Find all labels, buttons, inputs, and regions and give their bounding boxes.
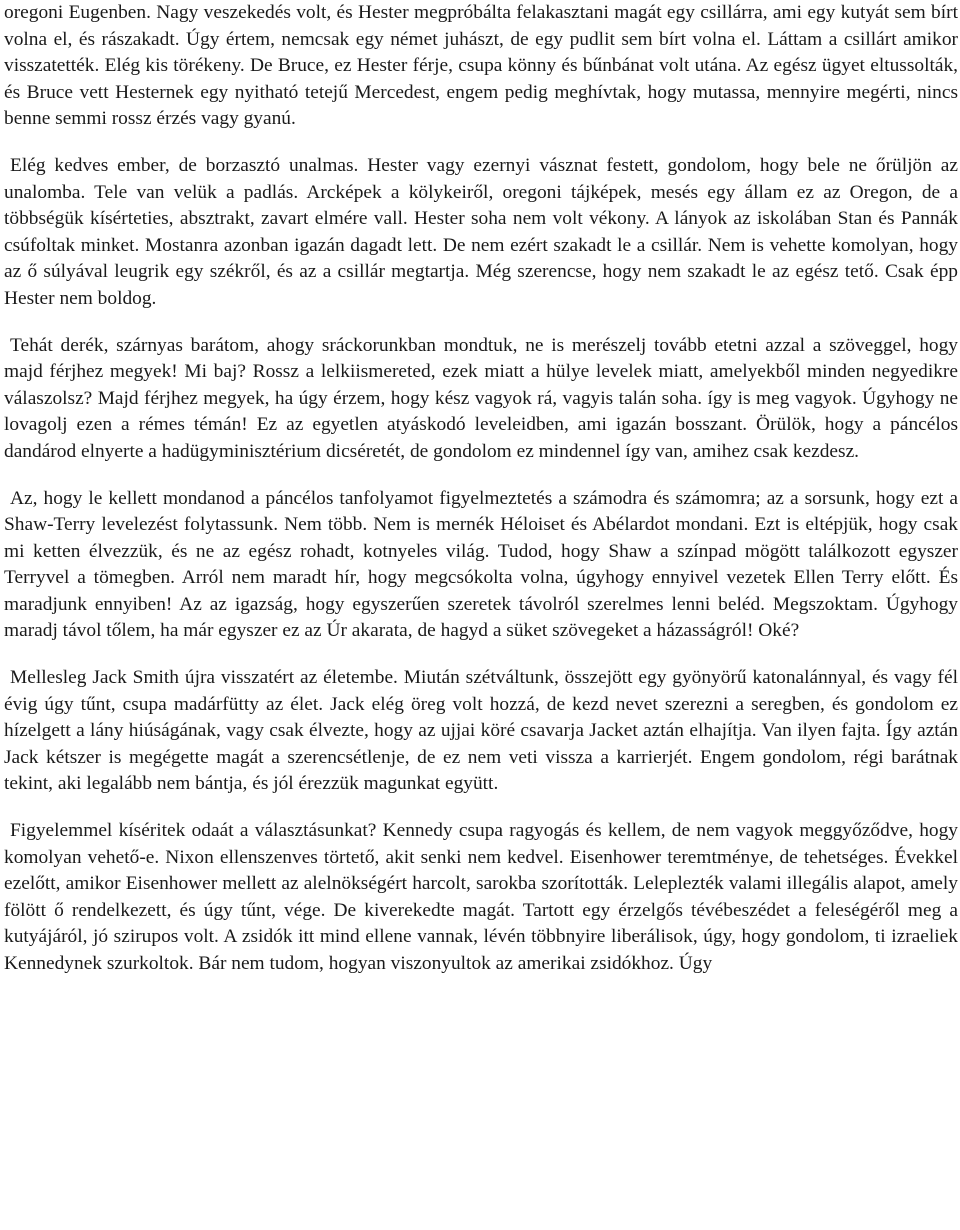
paragraph-5: Mellesleg Jack Smith újra visszatért az életembe. Miután szétváltunk, összejött egy gyönyörű katonalánnyal, és vagy fél évig úgy tűnt, csupa madárfütty az élet. Jack elég öreg volt hozzá, de kezd nevet szerezni a seregben, és gondolom ez hízelgett a lány hiúságának, vagy csak élvezte, hogy az ujjai köré csavarja Jacket aztán elhajítja. Van ilyen fajta. Így aztán Jack kétszer is megégette magát a szerencsétlenje, de ez nem veti vissza a karrierjét. Engem gondolom, régi barátnak tekint, aki legalább nem bántja, és jól érezzük magunkat együtt. bbox=[4, 667, 958, 795]
paragraph-3: Tehát derék, szárnyas barátom, ahogy sráckorunkban mondtuk, ne is merészelj tovább etetni azzal a szöveggel, hogy majd férjhez megyek! Mi baj? Rossz a lelkiismereted, ezek miatt a hülye levelek miatt, amelyekből minden negyedikre válaszolsz? Majd férjhez megyek, ha úgy érzem, hogy kész vagyok rá, vagyis talán soha. így is meg vagyok. Úgyhogy ne lovagolj ezen a rémes témán! Ez az egyetlen atyáskodó leveleidben, ami igazán bosszant. Örülök, hogy a páncélos dandárod elnyerte a hadügyminisztérium dicséretét, de gondolom ez mindennel így van, amihez csak kezdesz. bbox=[4, 334, 958, 462]
paragraph-2: Elég kedves ember, de borzasztó unalmas. Hester vagy ezernyi vásznat festett, gondolom, hogy bele ne őrüljön az unalomba. Tele van velük a padlás. Arcképek a kölykeiről, oregoni tájképek, mesés egy állam ez az Oregon, de a többségük kísérteties, absztrakt, zavart elmére vall. Hester soha nem volt vékony. A lányok az iskolában Stan és Pannák csúfoltak minket. Mostanra azonban igazán dagadt lett. De nem ezért szakadt le a csillár. Nem is vehette komolyan, hogy az ő súlyával leugrik egy székről, és az a csillár megtartja. Még szerencse, hogy nem szakadt le az egész tető. Csak épp Hester nem boldog. bbox=[4, 154, 958, 309]
paragraph-6: Figyelemmel kíséritek odaát a választásunkat? Kennedy csupa ragyogás és kellem, de nem vagyok meggyőződve, hogy komolyan vehető-e. Nixon ellenszenves törtető, akit senki nem kedvel. Eisenhower teremtménye, de tehetséges. Évekkel ezelőtt, amikor Eisenhower mellett az alelnökségért harcolt, sarokba szorították. Leleplezték valami illegális alapot, amely fölött ő rendelkezett, és úgy tűnt, vége. De kiverekedte magát. Tartott egy érzelgős tévébeszédet a feleségéről meg a kutyájáról, jó szirupos volt. A zsidók itt mind ellene vannak, lévén többnyire liberálisok, úgy, hogy gondolom, ti izraeliek Kennedynek szurkoltok. Bár nem tudom, hogyan viszonyultok az amerikai zsidókhoz. Úgy bbox=[4, 820, 958, 974]
paragraph-1: oregoni Eugenben. Nagy veszekedés volt, és Hester megpróbálta felakasztani magát egy csillárra, ami egy kutyát sem bírt volna el, és rászakadt. Úgy értem, nemcsak egy német juhászt, de egy pudlit sem bírt volna el. Láttam a csillárt amikor visszatették. Elég kis törékeny. De Bruce, ez Hester férje, csupa könny és bűnbánat volt utána. Az egész ügyet eltussolták, és Bruce vett Hesternek egy nyitható tetejű Mercedest, engem pedig meghívtak, hogy mutassa, mennyire megérti, nincs benne semmi rossz érzés vagy gyanú. bbox=[4, 2, 958, 130]
document-page bbox=[4, 0, 958, 998]
paragraph-4: Az, hogy le kellett mondanod a páncélos tanfolyamot figyelmeztetés a számodra és számomra; az a sorsunk, hogy ezt a Shaw-Terry levelezést folytassunk. Nem több. Nem is mernék Héloiset és Abélardot mondani. Ezt is eltépjük, hogy csak mi ketten élvezzük, és ne az egész rohadt, kotnyeles világ. Tudod, hogy Shaw a színpad mögött találkozott egyszer Terryvel a tömegben. Arról nem maradt hír, hogy megcsókolta volna, úgyhogy ennyivel vezetek Ellen Terry előtt. És maradjunk ennyiben! Az az igazság, hogy egyszerűen szeretek távolról szerelmes lenni beléd. Megszoktam. Úgyhogy maradj távol tőlem, ha már egyszer ez az Úr akarata, de hagyd a süket szövegeket a házasságról! Oké? bbox=[4, 487, 958, 642]
